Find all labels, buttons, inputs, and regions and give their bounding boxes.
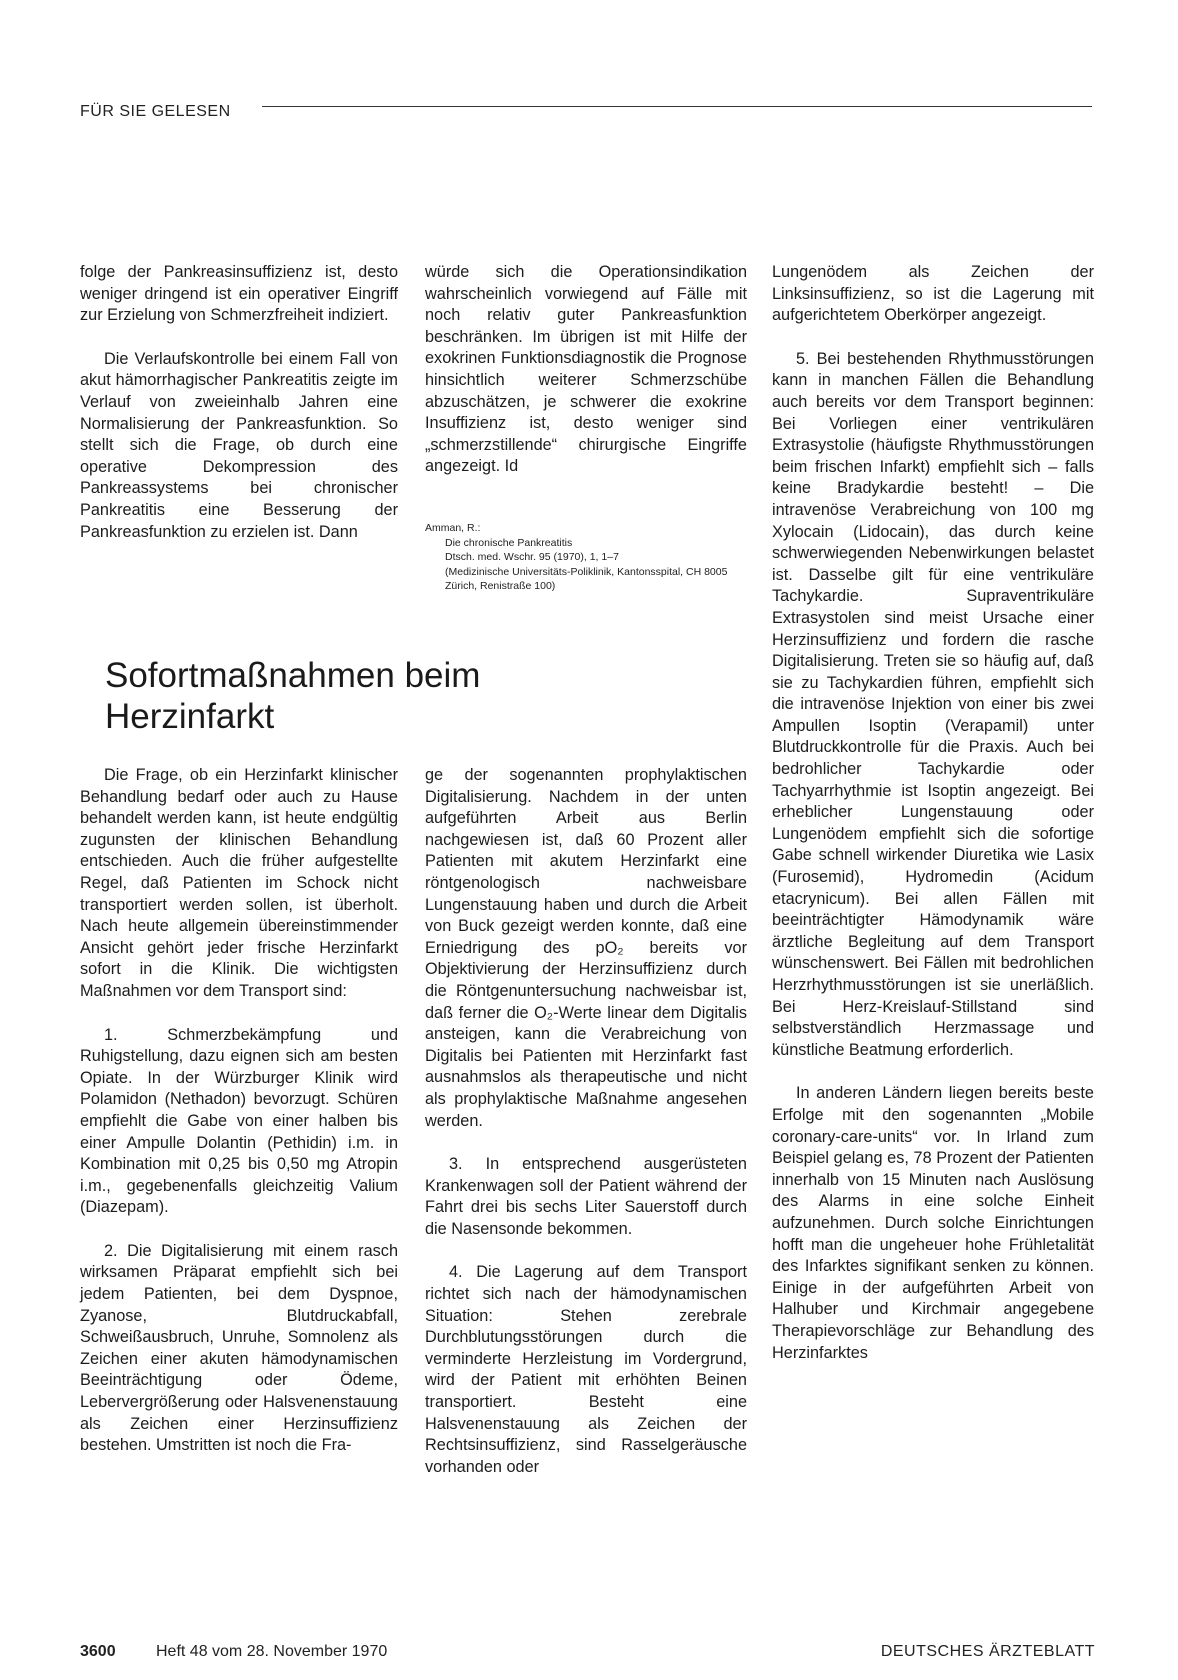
paragraph: Die Verlaufskontrolle bei einem Fall von akut hämorrhagischer Pankreatitis zeigte im Verlauf von zweieinhalb Jahren eine Normalisierung der Pankreasfunktion. So stellt sich die Frage, ob durch eine operative Dekompression des Pankreassystems bei chronischer Pankreatitis eine Besserung der Pankreasfunktion zu erzielen ist. Dann [80,349,398,541]
reference-author: Amman, R.: [425,522,481,534]
paragraph: 2. Die Digitalisierung mit einem rasch wirksamen Präparat empfiehlt sich bei jedem Patienten, bei dem Dyspnoe, Zyanose, Blutdruckabfall, Schweißausbruch, Unruhe, Somnolenz als Zeichen einer akuten hämodynamischen Beeinträchtigung oder Ödeme, Lebervergrößerung oder Halsvenenstauung als Zeichen einer Herzinsuffizienz bestehen. Umstritten ist noch die Fra- [80,1241,398,1455]
article-title [105,655,480,737]
reference-block [425,521,747,594]
prev-article-column-2 [425,262,747,478]
reference-citation: Dtsch. med. Wschr. 95 (1970), 1, 1–7 [445,551,619,563]
article-column-1 [80,765,398,1457]
issue-info: Heft 48 vom 28. November 1970 [156,1643,388,1660]
article-title-line-2: Herzinfarkt [105,697,275,736]
page-number: 3600 [80,1643,116,1660]
paragraph: 1. Schmerzbekämpfung und Ruhigstellung, dazu eignen sich am besten Opiate. In der Würzburger Klinik wird Polamidon (Nethadon) bevorzugt. Schüren empfiehlt die Gabe von einer halben bis einer Ampulle Dolantin (Pethidin) i.m. in Kombination mit 0,25 bis 0,50 mg Atropin i.m., gegebenenfalls gleichzeitig Valium (Diazepam). [80,1025,398,1217]
article-title-line-1: Sofortmaßnahmen beim [105,656,481,695]
paragraph: Die Frage, ob ein Herzinfarkt klinischer Behandlung bedarf oder auch zu Hause behandelt werden kann, ist heute endgültig zugunsten der klinischen Behandlung entschieden. Auch die früher aufgestellte Regel, daß Patienten im Schock nicht transportiert werden sollen, ist überholt. Nach heute allgemein übereinstimmender Ansicht gehört jeder frische Herzinfarkt sofort in die Klinik. Die wichtigsten Maßnahmen vor dem Transport sind: [80,766,398,1000]
paragraph: würde sich die Operationsindikation wahrscheinlich vorwiegend auf Fälle mit noch relativ guter Pankreasfunktion beschränken. Im übrigen ist mit Hilfe der exokrinen Funktionsdiagnostik die Prognose hinsichtlich weiterer Schmerzschübe abzuschätzen, je schwerer die exokrine Insuffizienz ist, desto weniger sind „schmerzstillende“ chirurgische Eingriffe angezeigt. Id [425,263,747,476]
paragraph: 4. Die Lagerung auf dem Transport richtet sich nach der hämodynamischen Situation: Stehen zerebrale Durchblutungsstörungen durch die verminderte Herzleistung im Vordergrund, wird der Patient mit erhöhten Beinen transportiert. Besteht eine Halsvenenstauung als Zeichen der Rechtsinsuffizienz, sind Rasselgeräusche vorhanden oder [425,1263,747,1476]
reference-title: Die chronische Pankreatitis [445,536,573,549]
article-column-2 [425,765,747,1478]
paragraph: Lungenödem als Zeichen der Linksinsuffizienz, so ist die Lagerung mit aufgerichtetem Oberkörper angezeigt. [772,263,1094,325]
paragraph: folge der Pankreasinsuffizienz ist, desto weniger dringend ist ein operativer Eingriff zur Erzielung von Schmerzfreiheit indiziert. [80,263,398,325]
journal-name: DEUTSCHES ÄRZTEBLATT [880,1643,1095,1660]
paragraph: ge der sogenannten prophylaktischen Digitalisierung. Nachdem in der unten aufgeführten Arbeit aus Berlin nachgewiesen ist, daß 60 Prozent aller Patienten mit akutem Herzinfarkt eine röntgenologisch nachweisbare Lungenstauung haben und durch die Arbeit von Buck gezeigt werden konnte, daß eine Erniedrigung des pO₂ bereits vor Objektivierung der Herzinsuffizienz durch die Röntgenuntersuchung nachweisbar ist, daß ferner die O₂-Werte linear dem Digitalis ansteigen, kann die Verabreichung von Digitalis bei Patienten mit Herzinfarkt fast ausnahmslos als therapeutische und nicht als prophylaktische Maßnahme angesehen werden. [425,766,747,1130]
paragraph: In anderen Ländern liegen bereits beste Erfolge mit den sogenannten „Mobile coronary-care-units“ vor. In Irland zum Beispiel gelang es, 78 Prozent der Patienten innerhalb von 15 Minuten nach Auslösung des Alarms in eine solche Einheit aufzunehmen. Durch solche Einrichtungen hofft man die ungeheuer hohe Frühletalität des Infarktes signifikant senken zu können. Einige in der aufgeführten Arbeit von Halhuber und Kirchmair angegebene Therapievorschläge zur Behandlung des Herzinfarktes [772,1084,1094,1362]
paragraph: 5. Bei bestehenden Rhythmusstörungen kann in manchen Fällen die Behandlung auch bereits vor dem Transport beginnen: Bei Vorliegen einer ventrikulären Extrasystolie (häufigste Rhythmusstörungen beim frischen Infarkt) empfiehlt sich – falls keine Bradykardie besteht! – Die intravenöse Verabreichung von 100 mg Xylocain (Lidocain), das durch keine schwerwiegenden Nebenwirkungen belastet ist. Dasselbe gilt für eine ventrikuläre Tachykardie. Supraventrikuläre Extrasystolen sind meist Ursache einer Herzinsuffizienz und fordern die rasche Digitalisierung. Treten sie so häufig auf, daß sie zu Tachykardien führen, empfiehlt sich die intravenöse Injektion von einer bis zwei Ampullen Isoptin (Verapamil) unter Blutdruckkontrolle für die Praxis. Auch bei bedrohlicher Tachykardie oder Tachyarrhythmie ist Isoptin angezeigt. Bei erheblicher Lungenstauung oder Lungenödem empfiehlt sich die sofortige Gabe schnell wirkender Diuretika wie Lasix (Furosemid), Hydromedin (Acidum etacrynicum). Bei allen Fällen mit beeinträchtigter Hämodynamik wäre ärztliche Begleitung auf dem Transport wünschenswert. Bei Fällen mit bedrohlichen Herzrhythmusstörungen ist sie unerläßlich. Bei Herz-Kreislauf-Stillstand sind selbstverständlich Herzmassage und künstliche Beatmung erforderlich. [772,349,1094,1059]
header-rule [262,106,1092,107]
section-header-label: FÜR SIE GELESEN [80,103,231,120]
reference-affiliation: (Medizinische Universitäts-Poliklinik, Kantonsspital, CH 8005 Zürich, Renistraße 100) [445,565,728,592]
prev-article-column-1 [80,262,398,543]
article-column-3 [772,262,1094,1364]
paragraph: 3. In entsprechend ausgerüsteten Krankenwagen soll der Patient während der Fahrt drei bis sechs Liter Sauerstoff durch die Nasensonde bekommen. [425,1155,747,1238]
